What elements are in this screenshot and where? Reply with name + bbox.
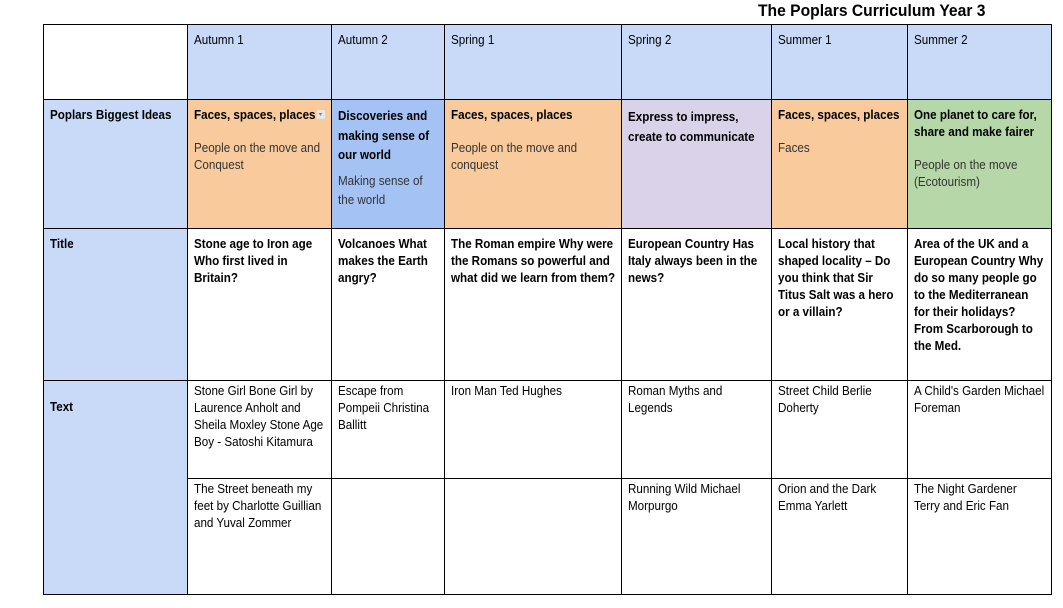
text-cell-autumn-1: Stone Girl Bone Girl by Laurence Anholt and Sheila Moxley Stone Age Boy - Satoshi Kitamura xyxy=(188,381,332,479)
text-cell-summer-2: A Child's Garden Michael Foreman xyxy=(908,381,1052,479)
ideas-row xyxy=(44,100,1052,229)
text2-cell-autumn-1: The Street beneath my feet by Charlotte Guillian and Yuval Zommer xyxy=(188,479,332,595)
text-cell-spring-1: Iron Man Ted Hughes xyxy=(445,381,622,479)
row-label-text: Text xyxy=(44,381,188,595)
text2-cell-spring-2: Running Wild Michael Morpurgo xyxy=(622,479,772,595)
header-summer-1: Summer 1 xyxy=(772,25,908,100)
title-cell-spring-1: The Roman empire Why were the Romans so powerful and what did we learn from them? xyxy=(445,229,622,381)
header-summer-2: Summer 2 xyxy=(908,25,1052,100)
text-cell-summer-1: Street Child Berlie Doherty xyxy=(772,381,908,479)
text2-cell-summer-1: Orion and the Dark Emma Yarlett xyxy=(772,479,908,595)
ideas-cell-autumn-2: Discoveries and making sense of our world Making sense of the world xyxy=(332,100,445,229)
text-cell-spring-2: Roman Myths and Legends xyxy=(622,381,772,479)
header-autumn-1: Autumn 1 xyxy=(188,25,332,100)
text-row xyxy=(44,381,1052,479)
document-title: The Poplars Curriculum Year 3 xyxy=(758,1,986,20)
text-row-2 xyxy=(44,479,1052,595)
row-label-ideas: Poplars Biggest Ideas xyxy=(44,100,188,229)
ideas-cell-summer-2: One planet to care for, share and make fairer People on the move (Ecotourism) xyxy=(908,100,1052,229)
header-corner xyxy=(44,25,188,100)
ideas-cell-summer-1: Faces, spaces, places Faces xyxy=(772,100,908,229)
title-cell-spring-2: European Country Has Italy always been in the news? xyxy=(622,229,772,381)
text2-cell-autumn-2 xyxy=(332,479,445,595)
title-cell-autumn-1: Stone age to Iron age Who first lived in Britain? xyxy=(188,229,332,381)
title-row xyxy=(44,229,1052,381)
text2-cell-spring-1 xyxy=(445,479,622,595)
ideas-cell-autumn-1: Faces, spaces, places People on the move and Conquest xyxy=(188,100,332,229)
row-label-title: Title xyxy=(44,229,188,381)
header-autumn-2: Autumn 2 xyxy=(332,25,445,100)
header-row xyxy=(44,25,1052,100)
dropdown-icon[interactable] xyxy=(316,110,324,119)
header-spring-2: Spring 2 xyxy=(622,25,772,100)
title-cell-autumn-2: Volcanoes What makes the Earth angry? xyxy=(332,229,445,381)
text2-cell-summer-2: The Night Gardener Terry and Eric Fan xyxy=(908,479,1052,595)
curriculum-table xyxy=(43,24,1052,595)
title-cell-summer-2: Area of the UK and a European Country Why do so many people go to the Mediterranean for their holidays? From Scarborough to the Med. xyxy=(908,229,1052,381)
ideas-cell-spring-1: Faces, spaces, places People on the move and conquest xyxy=(445,100,622,229)
title-cell-summer-1: Local history that shaped locality – Do you think that Sir Titus Salt was a hero or a villain? xyxy=(772,229,908,381)
text-cell-autumn-2: Escape from Pompeii Christina Ballitt xyxy=(332,381,445,479)
header-spring-1: Spring 1 xyxy=(445,25,622,100)
ideas-cell-spring-2: Express to impress, create to communicate xyxy=(622,100,772,229)
